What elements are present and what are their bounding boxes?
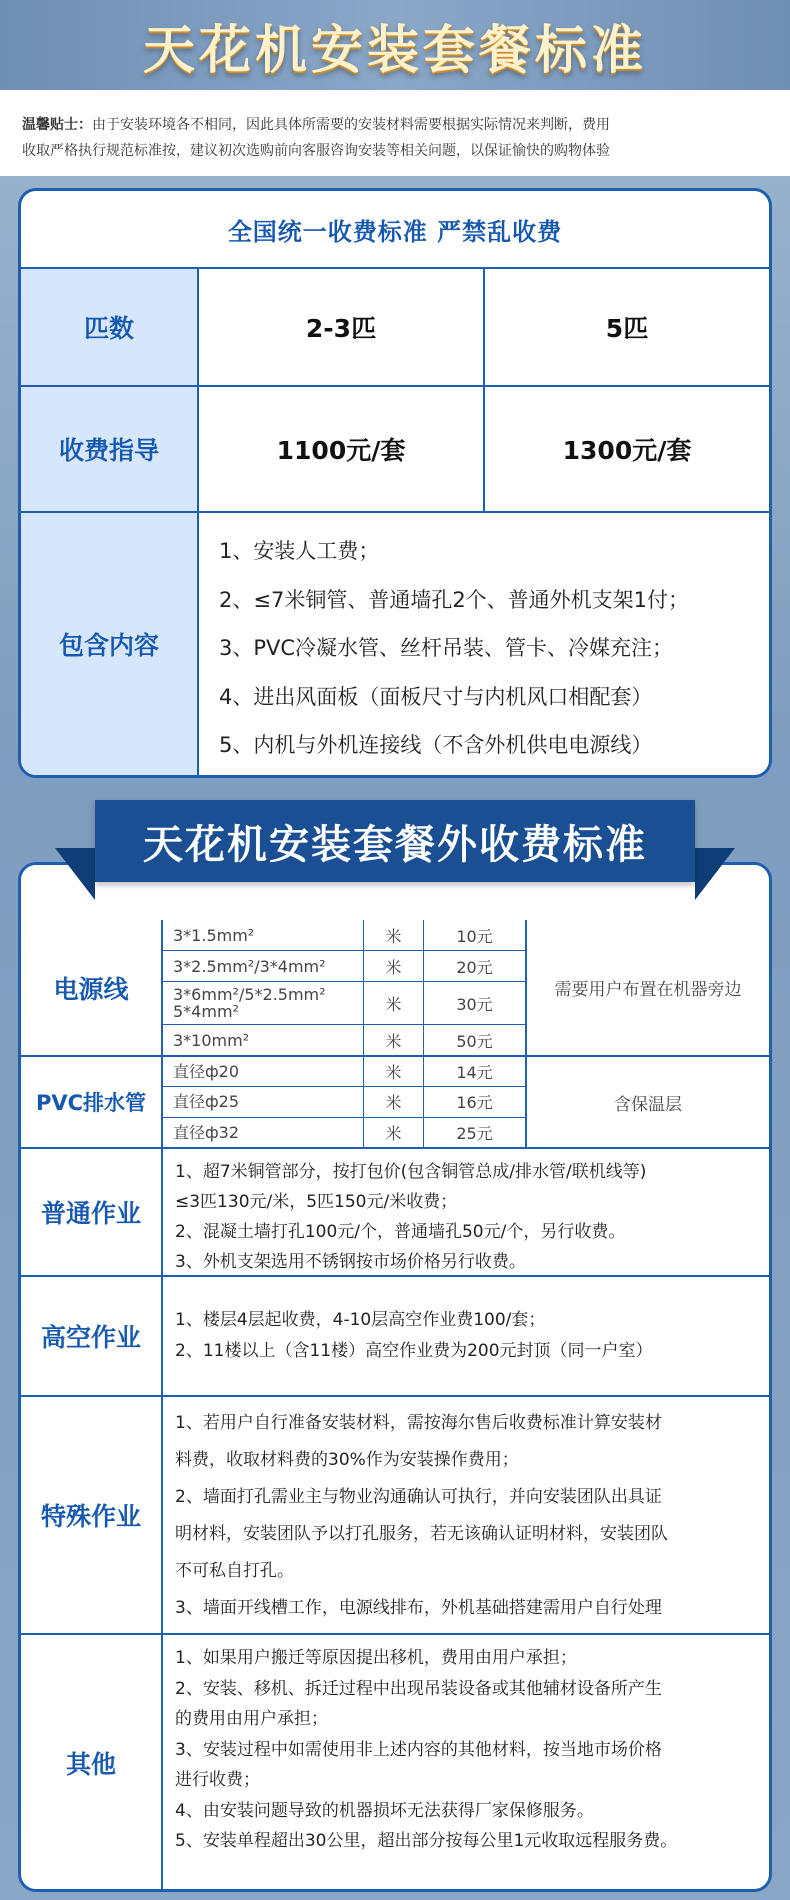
hero-banner: [0, 0, 790, 90]
desc-line: 1、如果用户搬迁等原因提出移机，费用由用户承担；: [175, 1648, 577, 1668]
price-cell: 14元: [456, 1063, 493, 1083]
row-label-horsepower: 匹数: [21, 269, 199, 385]
row-includes: [21, 513, 769, 775]
tips-line-2: 收取严格执行规范标准按，建议初次选购前向客服咨询安装等相关问题，以保证愉快的购物体验: [22, 143, 610, 159]
row-label-fee: 收费指导: [21, 387, 199, 511]
tips-text-1: 由于安装环境各不相同，因此具体所需要的安装材料需要根据实际情况来判断，费用: [92, 117, 610, 133]
list-item: 2、≤7米铜管、普通墙孔2个、普通外机支架1付；: [219, 587, 690, 612]
row-fee: [21, 387, 769, 513]
price-cell: 10元: [456, 926, 493, 946]
desc-line: 2、墙面打孔需业主与物业沟通确认可执行，并向安装团队出具证: [175, 1487, 662, 1507]
list-item: 1、安装人工费；: [219, 539, 380, 563]
table-row: [163, 920, 525, 951]
unit-cell: 米: [364, 1025, 424, 1055]
unit-cell: 米: [364, 1118, 424, 1147]
package-standard-card: [18, 188, 772, 778]
includes-list: [199, 513, 769, 775]
extra-fee-table: [21, 920, 769, 1891]
other-desc: [163, 1635, 769, 1891]
desc-line: 3、外机支架选用不锈钢按市场价格另行收费。: [175, 1252, 526, 1272]
high-altitude-desc: [163, 1277, 769, 1395]
tips-line-1: [22, 112, 772, 138]
list-item: 4、进出风面板（面板尺寸与内机风口相配套）: [219, 684, 653, 709]
spec-cell: 3*1.5mm²: [163, 920, 364, 950]
list-item: 3、PVC冷凝水管、丝杆吊装、管卡、冷媒充注；: [219, 636, 674, 660]
row-special-work: [21, 1397, 769, 1635]
unit-cell: 米: [364, 982, 424, 1024]
desc-line: ≤3匹130元/米，5匹150元/米收费；: [175, 1192, 458, 1212]
cell-horsepower-1: 2-3匹: [305, 314, 377, 343]
desc-line: 不可私自打孔。: [175, 1561, 294, 1581]
desc-line: 1、楼层4层起收费，4-10层高空作业费100/套；: [175, 1310, 546, 1330]
row-label-normal-work: 普通作业: [21, 1149, 163, 1275]
row-other: [21, 1635, 769, 1891]
row-label-other: 其他: [21, 1635, 163, 1891]
spec-cell: 直径ф25: [163, 1087, 364, 1116]
row-label-includes: 包含内容: [21, 513, 199, 775]
desc-line: 2、安装、移机、拆迁过程中出现吊装设备或其他辅材设备所产生: [175, 1678, 662, 1699]
ribbon-right: [695, 848, 735, 900]
row-power-cable: [21, 920, 769, 1057]
spec-cell: 3*2.5mm²/3*4mm²: [163, 951, 364, 981]
extra-fee-title: 天花机安装套餐外收费标准: [95, 800, 695, 882]
row-normal-work: [21, 1149, 769, 1277]
power-cable-note: 需要用户布置在机器旁边: [554, 980, 742, 1000]
desc-line: 料费，收取材料费的30%作为安装操作费用；: [175, 1450, 519, 1470]
price-cell: 20元: [456, 957, 493, 977]
row-horsepower: [21, 269, 769, 387]
desc-line: 的费用由用户承担；: [175, 1709, 328, 1729]
table-row: [163, 1087, 525, 1117]
desc-line: 2、混凝土墙打孔100元/个，普通墙孔50元/个，另行收费。: [175, 1222, 626, 1242]
spec-cell: 直径ф32: [163, 1118, 364, 1147]
normal-work-desc: [163, 1149, 769, 1275]
spec-cell: 3*10mm²: [163, 1025, 364, 1055]
spec-cell: 3*6mm²/5*2.5mm² 5*4mm²: [163, 982, 364, 1024]
row-pvc-drain: [21, 1057, 769, 1149]
unit-cell: 米: [364, 1087, 424, 1116]
desc-line: 进行收费；: [175, 1770, 260, 1790]
desc-line: 2、11楼以上（含11楼）高空作业费为200元封顶（同一户室）: [175, 1341, 653, 1361]
spec-cell: 直径ф20: [163, 1057, 364, 1086]
price-cell: 30元: [456, 994, 493, 1014]
tips-label: 温馨贴士：: [22, 117, 92, 133]
desc-line: 1、超7米铜管部分，按打包价(包含铜管总成/排水管/联机线等): [175, 1162, 647, 1182]
desc-line: 明材料，安装团队予以打孔服务，若无该确认证明材料，安装团队: [175, 1524, 668, 1544]
page-title: 天花机安装套餐标准: [142, 20, 647, 81]
desc-line: 3、墙面开线槽工作，电源线排布，外机基础搭建需用户自行处理: [175, 1598, 662, 1618]
row-label-special-work: 特殊作业: [21, 1397, 163, 1633]
table-row: [163, 1057, 525, 1087]
list-item: 5、内机与外机连接线（不含外机供电电源线）: [219, 733, 653, 757]
pvc-drain-note: 含保温层: [614, 1094, 682, 1115]
unit-cell: 米: [364, 951, 424, 981]
extra-fee-card: [18, 862, 772, 1892]
ribbon-left: [55, 848, 95, 900]
unit-cell: 米: [364, 920, 424, 950]
table-row: [163, 1118, 525, 1147]
price-cell: 50元: [456, 1031, 493, 1051]
tips-box: [0, 90, 790, 176]
unit-cell: 米: [364, 1057, 424, 1086]
cell-fee-2: 1300元/套: [483, 387, 769, 511]
price-cell: 16元: [456, 1093, 493, 1113]
cell-fee-1: 1100元/套: [276, 436, 406, 465]
desc-line: 1、若用户自行准备安装材料，需按海尔售后收费标准计算安装材: [175, 1413, 662, 1433]
row-high-altitude: [21, 1277, 769, 1397]
table-row: [163, 1025, 525, 1055]
price-cell: 25元: [456, 1123, 493, 1143]
desc-line: 5、安装单程超出30公里，超出部分按每公里1元收取远程服务费。: [175, 1831, 678, 1851]
row-label-power-cable: 电源线: [21, 920, 163, 1055]
package-headline: 全国统一收费标准 严禁乱收费: [21, 191, 769, 269]
desc-line: 3、安装过程中如需使用非上述内容的其他材料，按当地市场价格: [175, 1739, 662, 1760]
table-row: [163, 951, 525, 982]
row-label-high-altitude: 高空作业: [21, 1277, 163, 1395]
cell-horsepower-2: 5匹: [483, 269, 769, 385]
pvc-drain-prices: [163, 1057, 527, 1147]
desc-line: 4、由安装问题导致的机器损坏无法获得厂家保修服务。: [175, 1800, 594, 1821]
row-label-pvc-drain: PVC排水管: [21, 1057, 163, 1147]
table-row: [163, 982, 525, 1025]
power-cable-prices: [163, 920, 527, 1055]
special-work-desc: [163, 1397, 769, 1633]
